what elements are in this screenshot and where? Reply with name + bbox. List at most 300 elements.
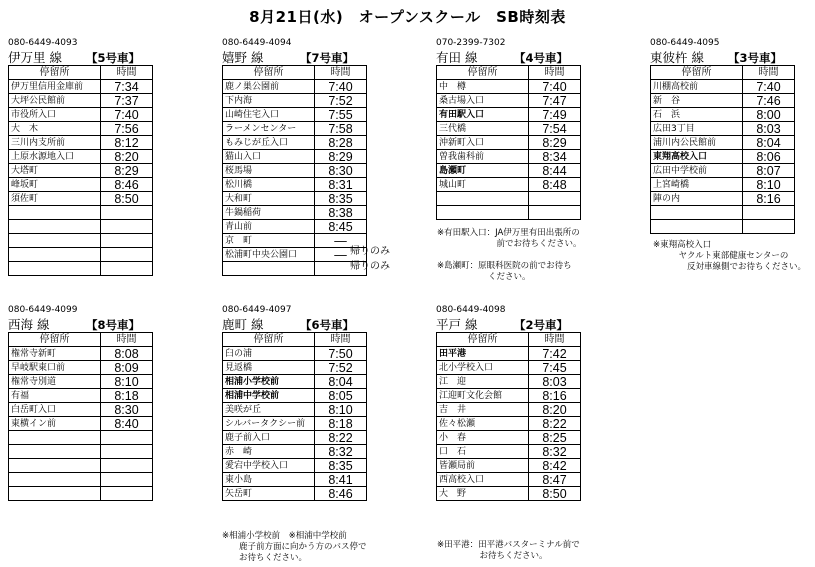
note-arita-station: ※有田駅入口：JA伊万里有田出張所の 前でお待ちください。 <box>437 228 582 249</box>
table-row <box>9 403 153 417</box>
table-row <box>9 164 153 178</box>
note-ainoura: ※相浦小学校前 ※相浦中学校前 鹿子前方面に向かう方のバス停で お待ちください。 <box>222 531 367 563</box>
table-row <box>223 178 367 192</box>
table-row <box>223 248 367 262</box>
departure-time: 7:40 <box>743 80 795 94</box>
stop-column-header: 停留所 <box>9 333 101 347</box>
departure-time: 8:44 <box>529 164 581 178</box>
time-column-header: 時間 <box>529 66 581 80</box>
table-row <box>223 94 367 108</box>
stop-name: 有田駅入口 <box>437 108 529 122</box>
stop-name: 大 木 <box>9 122 101 136</box>
timetable <box>436 332 581 501</box>
stop-name: 美咲が丘 <box>223 403 315 417</box>
table-row <box>437 375 581 389</box>
departure-time: 7:56 <box>101 122 153 136</box>
table-row <box>9 94 153 108</box>
departure-time: 8:18 <box>101 389 153 403</box>
table-row <box>437 347 581 361</box>
page-title: 8月21日(水) オープンスクール SB時刻表 <box>249 8 566 26</box>
stop-name: 牛鍋稲荷 <box>223 206 315 220</box>
table-row <box>223 361 367 375</box>
table-row <box>223 150 367 164</box>
empty-cell <box>9 220 101 234</box>
table-row <box>223 431 367 445</box>
empty-cell <box>101 459 153 473</box>
route-header <box>222 49 366 65</box>
departure-time: 8:09 <box>101 361 153 375</box>
route-name: 伊万里 線 <box>8 50 62 65</box>
stop-name: 大塔町 <box>9 164 101 178</box>
empty-cell <box>9 206 101 220</box>
table-row <box>651 122 795 136</box>
stop-column-header: 停留所 <box>437 66 529 80</box>
stop-name: 市役所入口 <box>9 108 101 122</box>
empty-row <box>437 192 581 206</box>
stop-name: 青山前 <box>223 220 315 234</box>
stop-name: 沖新町入口 <box>437 136 529 150</box>
empty-cell <box>101 262 153 276</box>
empty-row <box>437 206 581 220</box>
stop-name: 権常寺新町 <box>9 347 101 361</box>
departure-time: 8:25 <box>529 431 581 445</box>
stop-name: もみじが丘入口 <box>223 136 315 150</box>
departure-time: 8:08 <box>101 347 153 361</box>
departure-time: 8:46 <box>315 487 367 501</box>
bus-number: 【2号車】 <box>514 318 569 332</box>
route-header <box>436 49 580 65</box>
empty-cell <box>101 445 153 459</box>
empty-cell <box>9 459 101 473</box>
route-name: 有田 線 <box>436 50 478 65</box>
table-row <box>437 459 581 473</box>
departure-time: 7:55 <box>315 108 367 122</box>
stop-name: 愛宕中学校入口 <box>223 459 315 473</box>
stop-name: 島瀬町 <box>437 164 529 178</box>
departure-time: 8:04 <box>315 375 367 389</box>
empty-cell <box>9 473 101 487</box>
empty-cell <box>101 431 153 445</box>
route-name: 鹿町 線 <box>222 317 264 332</box>
table-row <box>437 178 581 192</box>
timetable <box>222 332 367 501</box>
table-row <box>651 94 795 108</box>
table-row <box>223 473 367 487</box>
route-phone: 070-2399-7302 <box>436 38 506 48</box>
departure-time: — <box>315 234 367 248</box>
table-row <box>223 347 367 361</box>
stop-name: 小 春 <box>437 431 529 445</box>
empty-row <box>651 206 795 220</box>
empty-cell <box>743 220 795 234</box>
empty-cell <box>9 234 101 248</box>
table-row <box>9 375 153 389</box>
stop-name: 白岳町入口 <box>9 403 101 417</box>
bus-number: 【8号車】 <box>86 318 141 332</box>
departure-time: 8:16 <box>529 389 581 403</box>
stop-name: 大 野 <box>437 487 529 501</box>
table-row <box>437 361 581 375</box>
departure-time: 8:45 <box>315 220 367 234</box>
stop-name: 松浦町中央公園口 <box>223 248 315 262</box>
timetable <box>436 65 581 220</box>
table-row <box>651 108 795 122</box>
note-shimasecho: ※島瀬町：原眼科医院の前でお待ち ください。 <box>437 261 572 282</box>
table-row <box>437 487 581 501</box>
departure-time: 8:32 <box>315 445 367 459</box>
table-row <box>437 389 581 403</box>
stop-name: 京 町 <box>223 234 315 248</box>
empty-cell <box>101 248 153 262</box>
departure-time: 8:10 <box>743 178 795 192</box>
stop-name: 佐々松瀬 <box>437 417 529 431</box>
table-header-row <box>9 333 153 347</box>
departure-time: 8:22 <box>529 417 581 431</box>
stop-name: 伊万里信用金庫前 <box>9 80 101 94</box>
time-column-header: 時間 <box>101 333 153 347</box>
table-row <box>223 403 367 417</box>
route-header <box>8 316 152 332</box>
stop-name: 相浦中学校前 <box>223 389 315 403</box>
empty-row <box>9 445 153 459</box>
empty-row <box>9 248 153 262</box>
departure-time: 8:07 <box>743 164 795 178</box>
departure-time: 8:34 <box>529 150 581 164</box>
departure-time: 8:35 <box>315 192 367 206</box>
return-only-note: 帰りのみ <box>350 246 390 257</box>
stop-name: 相浦小学校前 <box>223 375 315 389</box>
empty-cell <box>101 234 153 248</box>
stop-name: 曽我歯科前 <box>437 150 529 164</box>
departure-time: 8:46 <box>101 178 153 192</box>
empty-cell <box>101 206 153 220</box>
departure-time: 8:22 <box>315 431 367 445</box>
route-phone: 080-6449-4095 <box>650 38 720 48</box>
departure-time: 8:50 <box>101 192 153 206</box>
table-row <box>223 234 367 248</box>
route-arita <box>436 37 580 220</box>
departure-time: 8:05 <box>315 389 367 403</box>
stop-name: 広田3丁目 <box>651 122 743 136</box>
departure-time: 7:37 <box>101 94 153 108</box>
route-shikamachi <box>222 304 366 501</box>
departure-time: 8:35 <box>315 459 367 473</box>
table-row <box>437 164 581 178</box>
stop-name: 口 石 <box>437 445 529 459</box>
table-row <box>223 375 367 389</box>
table-row <box>223 389 367 403</box>
table-header-row <box>437 333 581 347</box>
table-row <box>651 136 795 150</box>
timetable <box>222 65 367 276</box>
timetable <box>650 65 795 234</box>
stop-name: 矢岳町 <box>223 487 315 501</box>
empty-cell <box>743 206 795 220</box>
empty-cell <box>529 192 581 206</box>
stop-name: 鹿子前入口 <box>223 431 315 445</box>
table-row <box>437 473 581 487</box>
stop-name: 見返橋 <box>223 361 315 375</box>
empty-cell <box>101 220 153 234</box>
table-row <box>223 417 367 431</box>
table-row <box>223 136 367 150</box>
empty-cell <box>9 262 101 276</box>
stop-name: 三川内支所前 <box>9 136 101 150</box>
time-column-header: 時間 <box>101 66 153 80</box>
departure-time: 8:12 <box>101 136 153 150</box>
departure-time: 8:20 <box>529 403 581 417</box>
departure-time: 8:16 <box>743 192 795 206</box>
departure-time: 8:29 <box>101 164 153 178</box>
stop-name: 上原水源地入口 <box>9 150 101 164</box>
stop-name: 城山町 <box>437 178 529 192</box>
departure-time: 8:31 <box>315 178 367 192</box>
stop-name: 陣の内 <box>651 192 743 206</box>
table-row <box>437 108 581 122</box>
departure-time: 7:54 <box>529 122 581 136</box>
table-row <box>651 164 795 178</box>
empty-row <box>9 262 153 276</box>
table-row <box>9 361 153 375</box>
bus-number: 【6号車】 <box>300 318 355 332</box>
stop-name: 石 浜 <box>651 108 743 122</box>
table-row <box>9 150 153 164</box>
table-row <box>223 122 367 136</box>
stop-name: 東横イン前 <box>9 417 101 431</box>
stop-name: 吉 井 <box>437 403 529 417</box>
stop-name: 西高校入口 <box>437 473 529 487</box>
empty-cell <box>651 206 743 220</box>
departure-time: 8:29 <box>315 150 367 164</box>
table-row <box>437 150 581 164</box>
route-hirado <box>436 304 580 501</box>
departure-time: 8:18 <box>315 417 367 431</box>
stop-name: 赤 崎 <box>223 445 315 459</box>
stop-name: 北小学校入口 <box>437 361 529 375</box>
table-row <box>9 80 153 94</box>
stop-name: 皆瀬局前 <box>437 459 529 473</box>
departure-time: 7:40 <box>101 108 153 122</box>
empty-cell <box>651 220 743 234</box>
stop-name: 新 谷 <box>651 94 743 108</box>
empty-row <box>9 431 153 445</box>
table-row <box>9 389 153 403</box>
route-phone: 080-6449-4099 <box>8 305 78 315</box>
table-row <box>9 178 153 192</box>
departure-time: 8:30 <box>101 403 153 417</box>
stop-name: 上宮崎橋 <box>651 178 743 192</box>
time-column-header: 時間 <box>529 333 581 347</box>
table-row <box>651 80 795 94</box>
bus-number: 【5号車】 <box>86 51 141 65</box>
departure-time: 7:52 <box>315 361 367 375</box>
table-row <box>437 122 581 136</box>
route-header <box>222 316 366 332</box>
stop-name: 峰坂町 <box>9 178 101 192</box>
departure-time: 7:50 <box>315 347 367 361</box>
departure-time: 8:47 <box>529 473 581 487</box>
stop-name: 権常寺別道 <box>9 375 101 389</box>
empty-cell <box>437 192 529 206</box>
departure-time: 7:40 <box>529 80 581 94</box>
stop-name: 鹿ノ巣公園前 <box>223 80 315 94</box>
stop-name: 東翔高校入口 <box>651 150 743 164</box>
route-ureshino <box>222 37 390 276</box>
route-saikai <box>8 304 152 501</box>
table-row <box>223 206 367 220</box>
table-row <box>9 136 153 150</box>
stop-name: 三代橋 <box>437 122 529 136</box>
departure-time: 8:03 <box>529 375 581 389</box>
table-row <box>223 445 367 459</box>
table-row <box>223 108 367 122</box>
route-name: 東彼杵 線 <box>650 50 704 65</box>
departure-time: 7:45 <box>529 361 581 375</box>
departure-time: 8:40 <box>101 417 153 431</box>
stop-name: 川棚高校前 <box>651 80 743 94</box>
departure-time: 8:50 <box>529 487 581 501</box>
empty-row <box>9 473 153 487</box>
departure-time: 7:49 <box>529 108 581 122</box>
departure-time: 8:41 <box>315 473 367 487</box>
departure-time: 8:30 <box>315 164 367 178</box>
departure-time: 8:48 <box>529 178 581 192</box>
table-row <box>9 192 153 206</box>
bus-number: 【7号車】 <box>300 51 355 65</box>
table-row <box>651 150 795 164</box>
stop-column-header: 停留所 <box>437 333 529 347</box>
route-phone: 080-6449-4097 <box>222 305 292 315</box>
table-row <box>223 459 367 473</box>
table-row <box>223 220 367 234</box>
stop-name: 中 樽 <box>437 80 529 94</box>
stop-name: 浦川内公民館前 <box>651 136 743 150</box>
empty-cell <box>437 206 529 220</box>
stop-name: 下内海 <box>223 94 315 108</box>
route-header <box>650 49 794 65</box>
empty-cell <box>101 473 153 487</box>
stop-name: シルバータクシー前 <box>223 417 315 431</box>
table-row <box>223 487 367 501</box>
table-row <box>223 192 367 206</box>
route-header <box>436 316 580 332</box>
empty-row <box>9 206 153 220</box>
table-row <box>651 178 795 192</box>
route-name: 嬉野 線 <box>222 50 264 65</box>
stop-name: 山崎住宅入口 <box>223 108 315 122</box>
table-row <box>437 431 581 445</box>
empty-cell <box>223 262 315 276</box>
stop-name: 早岐駅東口前 <box>9 361 101 375</box>
note-tabira: ※田平港：田平港バスターミナル前で お待ちください。 <box>437 540 580 561</box>
route-higashisonogi <box>650 37 794 234</box>
departure-time: 8:10 <box>315 403 367 417</box>
departure-time: 8:42 <box>529 459 581 473</box>
time-column-header: 時間 <box>315 333 367 347</box>
stop-column-header: 停留所 <box>223 66 315 80</box>
route-imari <box>8 37 152 276</box>
return-only-note: 帰りのみ <box>350 261 390 272</box>
table-row <box>651 192 795 206</box>
table-row <box>223 164 367 178</box>
departure-time: 8:28 <box>315 136 367 150</box>
empty-row <box>9 234 153 248</box>
table-row <box>9 417 153 431</box>
departure-time: 8:10 <box>101 375 153 389</box>
stop-name: 江迎町文化会館 <box>437 389 529 403</box>
table-row <box>437 80 581 94</box>
empty-row <box>9 487 153 501</box>
stop-column-header: 停留所 <box>223 333 315 347</box>
table-header-row <box>223 333 367 347</box>
departure-time: 7:47 <box>529 94 581 108</box>
table-row <box>9 347 153 361</box>
departure-time: 8:32 <box>529 445 581 459</box>
departure-time: 8:38 <box>315 206 367 220</box>
stop-column-header: 停留所 <box>9 66 101 80</box>
stop-name: 猫山入口 <box>223 150 315 164</box>
empty-cell <box>9 431 101 445</box>
stop-name: 桜馬場 <box>223 164 315 178</box>
empty-cell <box>9 248 101 262</box>
stop-name: 東小島 <box>223 473 315 487</box>
departure-time: 8:20 <box>101 150 153 164</box>
departure-time: 7:46 <box>743 94 795 108</box>
departure-time: 7:58 <box>315 122 367 136</box>
empty-cell <box>529 206 581 220</box>
table-row <box>9 122 153 136</box>
route-header <box>8 49 152 65</box>
stop-name: 大坪公民館前 <box>9 94 101 108</box>
time-column-header: 時間 <box>315 66 367 80</box>
table-header-row <box>651 66 795 80</box>
table-row <box>437 136 581 150</box>
departure-time: 7:52 <box>315 94 367 108</box>
departure-time: 7:42 <box>529 347 581 361</box>
empty-row <box>9 459 153 473</box>
timetable <box>8 65 153 276</box>
empty-cell <box>101 487 153 501</box>
stop-name: 有福 <box>9 389 101 403</box>
stop-name: 江 迎 <box>437 375 529 389</box>
empty-cell <box>9 445 101 459</box>
table-row <box>9 108 153 122</box>
departure-time: 8:03 <box>743 122 795 136</box>
stop-name: 広田中学校前 <box>651 164 743 178</box>
empty-cell <box>9 487 101 501</box>
departure-time: 8:29 <box>529 136 581 150</box>
departure-time: 7:40 <box>315 80 367 94</box>
table-header-row <box>223 66 367 80</box>
stop-name: 田平港 <box>437 347 529 361</box>
departure-time: 8:06 <box>743 150 795 164</box>
note-tosho: ※東翔高校入口 ヤクルト東部健康センターの 反対車線側でお待ちください。 <box>653 240 807 272</box>
route-name: 西海 線 <box>8 317 50 332</box>
table-row <box>437 445 581 459</box>
departure-time: 8:04 <box>743 136 795 150</box>
table-row <box>437 417 581 431</box>
timetable <box>8 332 153 501</box>
bus-number: 【4号車】 <box>514 51 569 65</box>
stop-name: 松川橋 <box>223 178 315 192</box>
departure-time: 8:00 <box>743 108 795 122</box>
empty-row <box>223 262 367 276</box>
empty-row <box>651 220 795 234</box>
empty-row <box>9 220 153 234</box>
table-row <box>223 80 367 94</box>
stop-name: 須佐町 <box>9 192 101 206</box>
stop-name: 臼の浦 <box>223 347 315 361</box>
